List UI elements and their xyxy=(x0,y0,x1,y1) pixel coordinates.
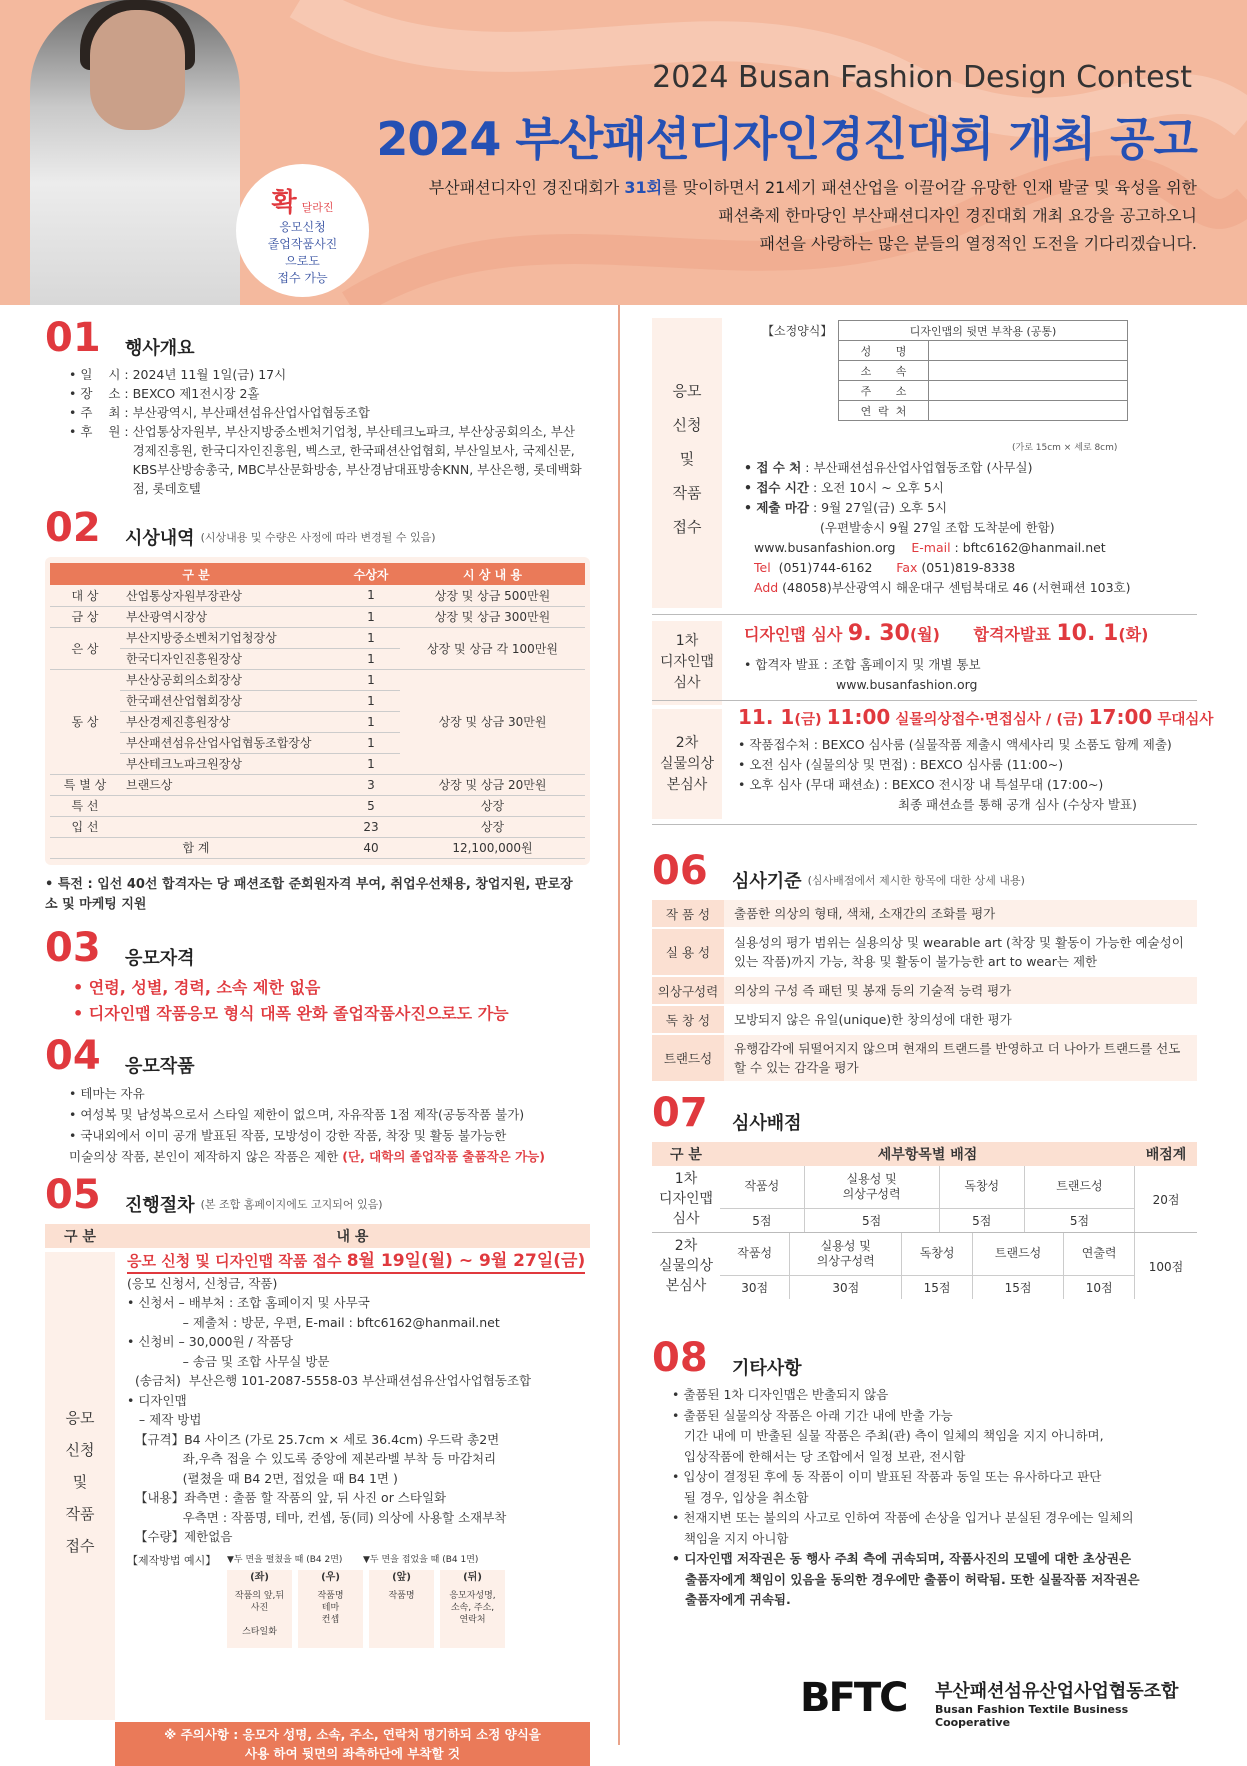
criteria-row xyxy=(652,976,1197,1005)
score-value: 15점 xyxy=(902,1275,973,1299)
misc-line: • 입상이 결정된 후에 동 작품이 이미 발표된 작품과 동일 또는 유사하다고 판단 xyxy=(672,1469,1102,1484)
header-banner xyxy=(0,0,1247,305)
procedure-line: 【규격】B4 사이즈 (가로 25.7cm × 세로 36.4cm) 우드락 총2면 xyxy=(127,1431,500,1447)
form-field-value xyxy=(929,401,1128,421)
misc-line: 될 경우, 입상을 취소함 xyxy=(672,1489,809,1505)
prize-name: 부산테크노파크원장상 xyxy=(120,753,342,774)
form-field-label: 성 명 xyxy=(839,341,929,361)
address-value: (48058)부산광역시 해운대구 센텀북대로 46 (서현패션 103호) xyxy=(778,580,1131,595)
score-item: 독창성 xyxy=(939,1166,1024,1208)
postal-note: (우편발송시 9월 27일 조합 도착분에 한함) xyxy=(820,520,1055,535)
overview-key: • 장 소 : xyxy=(69,386,133,401)
reception-value: : 부산패션섬유산업사업협동조합 (사무실) xyxy=(801,460,1033,475)
address-label: Add xyxy=(754,580,779,595)
section-round1: 1차 디자인맵 심사 디자인맵 심사 9. 30(월) 합격자발표 10. 1(화) • 합격자 발표 : 조합 홈페이지 및 개별 통보 www.busanfashion.org xyxy=(652,614,1197,709)
criteria-row xyxy=(652,900,1197,928)
overview-key: • 주 최 : xyxy=(69,405,133,420)
model-photo xyxy=(30,0,240,305)
procedure-line: (펼쳤을 때 B4 2면, 접었을 때 B4 1면 ) xyxy=(127,1470,398,1486)
procedure-line: 【수량】제한없음 xyxy=(127,1529,233,1544)
prize-grade: 특 선 xyxy=(50,795,120,816)
score-value: 5점 xyxy=(1024,1208,1134,1232)
tel-value: (051)744-6162 xyxy=(770,560,873,575)
column-divider xyxy=(618,305,620,1745)
form-field-label: 소 속 xyxy=(839,361,929,381)
website: www.busanfashion.org xyxy=(754,540,896,555)
criteria-row xyxy=(652,928,1197,976)
prize-row xyxy=(50,837,585,858)
footer-logo: BFTC 부산패션섬유산업사업협동조합 Busan Fashion Textile Business Cooperative xyxy=(800,1675,1179,1729)
prize-detail: 12,100,000원 xyxy=(400,837,585,858)
procedure-line: • 신청서 – 배부처 : 조합 홈페이지 및 사무국 xyxy=(127,1295,370,1310)
prize-detail: 상장 및 상금 500만원 xyxy=(400,585,585,606)
special-benefit: • 특전 : 입선 40선 합격자는 당 패션조합 준회원자격 부여, 취업우선채용, 창업지원, 판로장소 및 마케팅 지원 xyxy=(45,876,573,912)
korean-title: 2024 부산패션디자인경진대회 개최 공고 xyxy=(376,112,1197,166)
prize-total-label: 합 계 xyxy=(50,837,342,858)
email-label: E-mail xyxy=(911,540,951,555)
section-overview: 01 행사개요 • 일 시 : 2024년 11월 1일(금) 17시 • 장 소 : BEXCO 제1전시장 2홀 • 주 최 : 부산광역시, 부산패션섬유산업사업협동조합 • 후 원 : 산업통상자원부, 부산지방중소벤처기업청, 부산테크노파크, 부산상공회의소, 부산경제진흥원, 한국디자인진흥원, 벡스코, 한국패션산업협회, 부산일보사, 국제신문, KBS부산방송총국, MBC부산문화방송, 부산경남대표방송KNN, 부산은행, 롯데백화점, 롯데호텔 xyxy=(45,315,585,498)
phone-line xyxy=(744,558,1194,578)
prize-count: 1 xyxy=(342,606,400,627)
section-procedure: 05 진행절차 (본 조합 홈페이지에도 고지되어 있음) 구 분 내 용 응모 신청 및 작품 접수 응모 신청 및 디자인맵 작품 접수 8월 19일(월) ~ 9월 27일(금) (응모 신청서, 신청금, 작품) • 신청서 – 배부처 : 조합 홈페이지 및 사무국 – 제출처 : 방문, 우편, E-mail : bftc6162@hanmail.net • 신청비 – 30,000원 / 작품당 – 송금 및 조합 사무실 방문 (송금처) 부산은행 101-2087-5558-03 부산패션섬유산업사업협동조합 • 디자인맵 – 제작 방법 【규격】B4 사이즈 (가로 25.7cm × 세로 36.4cm) 우드락 총2면 좌,우측 접을 수 있도록 중앙에 제본라벨 부착 등 마감처리 (펼쳤을 때 B4 2면, 접었을 때 B4 1면 ) 【내용】좌측면 : 출품 할 작품의 앞, 뒤 사진 or 스타일화 우측면 : 작품명, 테마, 컨셉, 동(同) 의상에 사용할 소재부착 【수량】제한없음 【제작방법 예시】 ▼두 면을 펼쳤을 때 (B4 2면) ▼두 면을 접었을 때 (B4 1면) (좌) 작품의 앞,뒤 사진 스타일화 (우) 작품명 테마 컨셉 (앞) 작품명 (뒤) 응모자성명, 소속, 주소, 연락처 ※ 주의사항 : 응모자 성명, 소속, 주소, 연락처 명기하되 소정 양식을 사용 하여 뒷면의 좌측하단에 부착할 것 xyxy=(45,1172,590,1766)
overview-value: 2024년 11월 1일(금) 17시 xyxy=(132,367,287,382)
procedure-line: 【내용】좌측면 : 출품 할 작품의 앞, 뒤 사진 or 스타일화 xyxy=(127,1490,447,1505)
section-misc: 08 기타사항 • 출품된 1차 디자인맵은 반출되지 않음 • 출품된 실물의상 작품은 아래 기간 내에 반출 가능 기간 내에 미 반출된 실물 작품은 주최(관) 측이 일체의 책임을 지지 아니하며, 입상작품에 한해서는 당 조합에서 일정 보관, 전시함 • 입상이 결정된 후에 동 작품이 이미 발표된 작품과 동일 또는 유사하다고 판단 될 경우, 입상을 취소함 • 천재지변 또는 불의의 사고로 인하여 작품에 손상을 입거나 분실된 경우에는 일체의 책임을 지지 아니함 • 디자인맵 저작권은 동 행사 주최 측에 귀속되며, 작품사진의 모델에 대한 초상권은 출품자에게 책임이 있음을 동의한 경우에만 출품이 허락됨. 또한 실물작품 저작권은 출품자에게 귀속됨. xyxy=(652,1335,1197,1611)
score-item: 트랜드성 xyxy=(972,1233,1063,1275)
score-round-label: 본심사 xyxy=(665,1278,707,1294)
overview-key: • 일 시 : xyxy=(69,367,133,382)
intro-text: 부산패션디자인 경진대회가 31회를 맞이하면서 21세기 패션산업을 이끌어갈 유망한 인재 발굴 및 육성을 위한 패션축제 한마당인 부산패션디자인 경진대회 개최 요강을 공고하오니 패션을 사랑하는 많은 분들의 열정적인 도전을 기다리겠습니다. xyxy=(428,178,1197,253)
criteria-key: 트랜드성 xyxy=(652,1034,724,1082)
prize-name: 부산광역시장상 xyxy=(120,606,342,627)
prize-detail: 상장 및 상금 20만원 xyxy=(400,774,585,795)
score-round-label: 심사 xyxy=(672,1211,700,1227)
misc-line-bold: • 디자인맵 저작권은 동 행사 주최 측에 귀속되며, 작품사진의 모델에 대한 초상권은 xyxy=(672,1551,1132,1566)
overview-item xyxy=(69,403,585,422)
overview-item xyxy=(69,422,585,498)
criteria-key: 독 창 성 xyxy=(652,1005,724,1034)
prize-name xyxy=(120,816,342,837)
criteria-key: 의상구성력 xyxy=(652,976,724,1005)
reception-label: 접수 xyxy=(672,518,702,536)
score-round-label: 실물의상 xyxy=(658,1258,714,1274)
criteria-desc: 의상의 구성 즉 패턴 및 봉재 등의 기술적 능력 평가 xyxy=(724,976,1197,1005)
round2-label: 실물의상 xyxy=(659,756,715,772)
prize-count: 1 xyxy=(342,732,400,753)
bftc-logo: BFTC xyxy=(800,1675,907,1721)
sp xyxy=(895,540,911,555)
example-card xyxy=(369,1570,434,1648)
procedure-line: – 제출처 : 방문, 우편, E-mail : bftc6162@hanmail.net xyxy=(127,1314,500,1330)
prize-detail: 상장 및 상금 각 100만원 xyxy=(400,627,585,669)
prize-count: 1 xyxy=(342,585,400,606)
score-value: 10점 xyxy=(1064,1275,1135,1299)
prize-detail: 상장 xyxy=(400,795,585,816)
fax-label: Fax xyxy=(896,560,918,575)
reception-label: 작품 xyxy=(672,484,702,502)
example-card-head: (뒤) xyxy=(463,1572,482,1583)
criteria-desc: 유행감각에 뒤떨어지지 않으며 현재의 트랜드를 반영하고 더 나아가 트랜드를 선도할 수 있는 감각을 평가 xyxy=(724,1034,1197,1082)
address-line xyxy=(744,578,1194,598)
overview-value: 부산광역시, 부산패션섬유산업사업협동조합 xyxy=(132,405,370,420)
form-field-value xyxy=(929,361,1128,381)
section-round2: 2차 실물의상 본심사 11. 1(금) 11:00 실물의상접수·면접심사 / (금) 17:00 무대심사 • 작품접수처 : BEXCO 심사룸 (실물작품 제출시 액세사리 및 소품도 함께 제출) • 오전 심사 (실물의상 및 면접) : BEXCO 심사룸 (11:00~) • 오후 심사 (무대 패션쇼) : BEXCO 전시장 내 특설무대 (17:00~) 최종 패션쇼를 통해 공개 심사 (수상자 발표) xyxy=(652,700,1197,825)
prize-count: 1 xyxy=(342,669,400,690)
prize-grade: 특 별 상 xyxy=(50,774,120,795)
reception-key: • 접수 시간 xyxy=(744,480,809,495)
overview-value: 산업통상자원부, 부산지방중소벤처기업청, 부산테크노파크, 부산상공회의소, 부산경제진흥원, 한국디자인진흥원, 벡스코, 한국패션산업협회, 부산일보사, 국제신문, KBS부산방송총국, MBC부산문화방송, 부산경남대표방송KNN, 부산은행, 롯데백화점, 롯데호텔 xyxy=(132,424,582,496)
procedure-label: 및 xyxy=(72,1473,88,1491)
score-value: 15점 xyxy=(972,1275,1063,1299)
reception-line xyxy=(744,458,1194,478)
example-card-body: 응모자성명, 소속, 주소, 연락처 xyxy=(449,1591,496,1625)
example-card-head: (앞) xyxy=(392,1572,411,1583)
example-card-body: 작품명 xyxy=(388,1591,415,1601)
reception-value: : 9월 27일(금) 오후 5시 xyxy=(809,500,948,515)
prize-detail: 상장 및 상금 300만원 xyxy=(400,606,585,627)
score-value: 5점 xyxy=(804,1208,939,1232)
round2-label: 2차 xyxy=(675,735,699,751)
score-value: 30점 xyxy=(720,1275,790,1299)
criteria-key: 실 용 성 xyxy=(652,928,724,976)
score-value: 5점 xyxy=(939,1208,1024,1232)
form-table: 디자인맵의 뒷면 부착용 (공통) 성 명 소 속 주 소 연 락 처 xyxy=(838,320,1128,421)
prize-name: 부산패션섬유산업사업협동조합장상 xyxy=(120,732,342,753)
example-card-body: 작품명 테마 컨셉 xyxy=(317,1591,344,1625)
criteria-row xyxy=(652,1034,1197,1082)
prize-name: 부산지방중소벤처기업청장상 xyxy=(120,627,342,648)
prize-count: 1 xyxy=(342,753,400,774)
round1-label: 1차 xyxy=(675,633,699,649)
misc-line-bold: 출품자에게 책임이 있음을 동의한 경우에만 출품이 허락됨. 또한 실물작품 저작권은 xyxy=(672,1571,1140,1587)
prize-name: 산업통상자원부장관상 xyxy=(120,585,342,606)
score-round-label: 디자인맵 xyxy=(658,1191,714,1207)
score-round-label: 1차 xyxy=(674,1171,698,1187)
reception-value: : 오전 10시 ~ 오후 5시 xyxy=(809,480,944,495)
prize-count: 3 xyxy=(342,774,400,795)
procedure-line: 좌,우측 접을 수 있도록 중앙에 제본라벨 부착 등 마감처리 xyxy=(127,1451,497,1466)
overview-list xyxy=(45,365,585,498)
prize-count: 1 xyxy=(342,627,400,648)
overview-key: • 후 원 : xyxy=(69,424,133,439)
prize-row xyxy=(50,627,585,648)
round1-label: 디자인맵 xyxy=(659,654,715,670)
score-table: 구 분 세부항목별 배점 배점계 1차 디자인맵 심사 작품성 실용성 및 의상구성력 독창성 트랜드성 5점 5점 5점 5점 20점 2차 실물의상 본심사 작품성 실용성 및 의상구성력 독창성 트랜드성 연출력 30점 30점 15점 15점 10점 100점 xyxy=(652,1142,1197,1299)
overview-item xyxy=(69,384,585,403)
reception-key: • 제출 마감 xyxy=(744,500,809,515)
prize-name: 브랜드상 xyxy=(120,774,342,795)
round2-label: 본심사 xyxy=(666,777,708,793)
example-card-head: (우) xyxy=(321,1572,340,1583)
email-value: : bftc6162@hanmail.net xyxy=(950,540,1106,555)
overview-item xyxy=(69,365,585,384)
score-item: 독창성 xyxy=(902,1233,973,1275)
procedure-label: 신청 xyxy=(65,1441,95,1459)
example-card xyxy=(227,1570,292,1648)
prize-grade: 은 상 xyxy=(50,627,120,669)
section-form: 응모 신청 및 작품 접수 【소정양식】 디자인맵의 뒷면 부착용 (공통) 성 명 소 속 주 소 연 락 처 (가로 15cm × 세로 8cm) • 접 수 처 : 부산패션섬유산업사업협동조합 (사무실) • 접수 시간 : 오전 10시 ~ 오후 5시 • 제출 마감 : 9월 27일(금) 오후 5시 (우편발송시 9월 27일 조합 도착분에 한함) www.busanfashion.org E-mail : bftc6162@hanmail.net Tel (051)744-6162 Fax (051)819-8338 Add (48058)부산광역시 해운대구 센텀북대로 46 (서현패션 103호) xyxy=(652,318,1197,613)
misc-line: 입상작품에 한해서는 당 조합에서 일정 보관, 전시함 xyxy=(672,1448,966,1464)
reception-label: 신청 xyxy=(672,416,702,434)
prize-name: 한국디자인진흥원장상 xyxy=(120,648,342,669)
prize-count: 1 xyxy=(342,690,400,711)
prize-row xyxy=(50,669,585,690)
misc-line: 기간 내에 미 반출된 실물 작품은 주최(관) 측이 일체의 책임을 지지 아니하며, xyxy=(672,1428,1104,1443)
example-card-body: 작품의 앞,뒤 사진 스타일화 xyxy=(234,1591,285,1637)
score-item: 작품성 xyxy=(720,1166,804,1208)
procedure-line: (송금처) 부산은행 101-2087-5558-03 부산패션섬유산업사업협동조합 xyxy=(127,1373,532,1388)
procedure-label: 접수 xyxy=(65,1537,95,1555)
score-item: 실용성 및 의상구성력 xyxy=(804,1166,939,1208)
prize-count: 23 xyxy=(342,816,400,837)
criteria-key: 작 품 성 xyxy=(652,900,724,928)
misc-line: • 천재지변 또는 불의의 사고로 인하여 작품에 손상을 입거나 분실된 경우에는 일체의 xyxy=(672,1510,1134,1525)
prize-detail: 상장 및 상금 30만원 xyxy=(400,669,585,774)
sp xyxy=(872,560,896,575)
prize-grade: 금 상 xyxy=(50,606,120,627)
round1-label: 심사 xyxy=(673,675,701,691)
prize-name xyxy=(120,795,342,816)
form-field-label: 연 락 처 xyxy=(839,401,929,421)
tel-label: Tel xyxy=(754,560,771,575)
prize-detail: 상장 xyxy=(400,816,585,837)
fax-value: (051)819-8338 xyxy=(917,560,1016,575)
section-eligibility: 03 응모자격 • 연령, 성별, 경력, 소속 제한 없음 • 디자인맵 작품응모 형식 대폭 완화 졸업작품사진으로도 가능 xyxy=(45,925,509,1023)
procedure-line: 우측면 : 작품명, 테마, 컨셉, 동(同) 의상에 사용할 소재부착 xyxy=(127,1509,507,1525)
prize-name: 한국패션산업협회장상 xyxy=(120,690,342,711)
example-card-head: (좌) xyxy=(250,1572,269,1583)
section-scores: 07 심사배점 구 분 세부항목별 배점 배점계 1차 디자인맵 심사 작품성 실용성 및 의상구성력 독창성 트랜드성 5점 5점 5점 5점 20점 2차 실물의상 본심사 작품성 실용성 및 의상구성력 독창성 트랜드성 연출력 30점 30점 15점 15점 10점 100점 xyxy=(652,1090,1197,1299)
score-round-label: 2차 xyxy=(674,1238,698,1254)
procedure-line: – 송금 및 조합 사무실 방문 xyxy=(127,1353,330,1369)
section-criteria: 06 심사기준 (심사배점에서 제시한 항목에 대한 상세 내용) 작 품 성 출품한 의상의 형태, 색채, 소재간의 조화를 평가 실 용 성 실용성의 평가 범위는 실용의상 및 wearable art (착장 및 활동이 가능한 예술성이 있는 작품)까지 가능, 착용 및 활동이 불가능한 art to wear는 제한 의상구성력 의상의 구성 즉 패턴 및 봉재 등의 기술적 능력 평가 독 창 성 모방되지 않은 유일(unique)한 창의성에 대한 평가 트랜드성 유행감각에 뒤떨어지지 않으며 현재의 트랜드를 반영하고 더 나아가 트랜드를 선도할 수 있는 감각을 평가 xyxy=(652,848,1197,1083)
misc-line-bold: 출품자에게 귀속됨. xyxy=(672,1592,791,1607)
prize-name: 부산상공회의소회장상 xyxy=(120,669,342,690)
criteria-desc: 모방되지 않은 유일(unique)한 창의성에 대한 평가 xyxy=(724,1005,1197,1034)
misc-line: • 출품된 1차 디자인맵은 반출되지 않음 xyxy=(672,1387,889,1402)
score-item: 작품성 xyxy=(720,1233,790,1275)
changed-badge: 확 달라진 응모신청 졸업작품사진 으로도 접수 가능 xyxy=(240,168,365,293)
procedure-line: (응모 신청서, 신청금, 작품) xyxy=(127,1275,278,1291)
prize-row xyxy=(50,816,585,837)
misc-line: 책임을 지지 아니함 xyxy=(672,1530,789,1546)
misc-line: • 출품된 실물의상 작품은 아래 기간 내에 반출 가능 xyxy=(672,1407,953,1423)
score-value: 5점 xyxy=(720,1208,804,1232)
score-item: 연출력 xyxy=(1064,1233,1135,1275)
prize-row xyxy=(50,774,585,795)
prize-count: 40 xyxy=(342,837,400,858)
prize-grade: 입 선 xyxy=(50,816,120,837)
score-value: 30점 xyxy=(790,1275,902,1299)
procedure-line: • 디자인맵 xyxy=(127,1392,187,1408)
reception-label: 응모 xyxy=(672,382,702,400)
prize-row xyxy=(50,606,585,627)
criteria-row xyxy=(652,1005,1197,1034)
reception-line xyxy=(744,478,1194,498)
form-field-value xyxy=(929,341,1128,361)
procedure-label: 작품 xyxy=(65,1505,95,1523)
procedure-line: • 신청비 – 30,000원 / 작품당 xyxy=(127,1334,293,1349)
prize-grade: 대 상 xyxy=(50,585,120,606)
warning-box: ※ 주의사항 : 응모자 성명, 소속, 주소, 연락처 명기하되 소정 양식을 사용 하여 뒷면의 좌측하단에 부착할 것 xyxy=(115,1722,590,1766)
procedure-line: – 제작 방법 xyxy=(127,1412,202,1427)
overview-value: BEXCO 제1전시장 2홀 xyxy=(132,386,260,401)
prize-count: 5 xyxy=(342,795,400,816)
prize-row xyxy=(50,585,585,606)
form-field-value xyxy=(929,381,1128,401)
criteria-desc: 출품한 의상의 형태, 색채, 소재간의 조화를 평가 xyxy=(724,900,1197,928)
criteria-desc: 실용성의 평가 범위는 실용의상 및 wearable art (착장 및 활동이 가능한 예술성이 있는 작품)까지 가능, 착용 및 활동이 불가능한 art to wear는 제한 xyxy=(724,928,1197,976)
score-item: 트랜드성 xyxy=(1024,1166,1134,1208)
form-field-label: 주 소 xyxy=(839,381,929,401)
prize-count: 1 xyxy=(342,711,400,732)
reception-label: 및 xyxy=(679,450,695,468)
prize-row xyxy=(50,795,585,816)
prize-table: 구 분 수상자 시 상 내 용 대 상 산업통상자원부장관상 1 상장 및 상금 500만원 금 상 부산광역시장상 1 상장 및 상금 300만원 은 상 부산지방중소벤처기업청장상 1 상장 및 상금 각 100만원 한국디자인진흥원장상 1 동 상 부산상공회의소회장상 1 상장 및 상금 30만원 한국패션산업협회장상 1 부산경제진흥원장상 1 부산패션섬유산업사업협동조합장상 1 부산테크노파크원장상 1 특 별 상 브랜드상 3 상장 및 상금 20만원 특 선 5 상장 입 선 23 상장 합 계 40 12,100,000원 xyxy=(50,563,585,859)
prize-count: 1 xyxy=(342,648,400,669)
section-prizes: 02 시상내역 (시상내용 및 수량은 사정에 따라 변경될 수 있음) 구 분 수상자 시 상 내 용 대 상 산업통상자원부장관상 1 상장 및 상금 500만원 금 상 부산광역시장상 1 상장 및 상금 300만원 은 상 부산지방중소벤처기업청장상 1 상장 및 상금 각 100만원 한국디자인진흥원장상 1 동 상 부산상공회의소회장상 1 상장 및 상금 30만원 한국패션산업협회장상 1 부산경제진흥원장상 1 부산패션섬유산업사업협동조합장상 1 부산테크노파크원장상 1 특 별 상 브랜드상 3 상장 및 상금 20만원 특 선 5 상장 입 선 23 상장 합 계 40 12,100,000원 • 특전 : 입선 40선 합격자는 당 패션조합 준회원자격 부여, 취업우선채용, 창업지원, 판로장소 및 마케팅 지원 xyxy=(45,505,590,915)
example-card xyxy=(298,1570,363,1648)
example-card xyxy=(440,1570,505,1648)
criteria-table xyxy=(652,900,1197,1083)
contact-line xyxy=(744,538,1194,558)
reception-key: • 접 수 처 xyxy=(744,460,802,475)
english-title: 2024 Busan Fashion Design Contest xyxy=(652,60,1192,95)
prize-name: 부산경제진흥원장상 xyxy=(120,711,342,732)
prize-grade: 동 상 xyxy=(50,669,120,774)
section-works: 04 응모작품 • 테마는 자유 • 여성복 및 남성복으로서 스타일 제한이 없으며, 자유작품 1점 제작(공동작품 불가) • 국내외에서 이미 공개 발표된 작품, 모방성이 강한 작품, 착장 및 활동 불가능한 미술의상 작품, 본인이 제작하지 않은 작품은 제한 (단, 대학의 졸업작품 출품작은 가능) xyxy=(45,1033,545,1164)
reception-line xyxy=(744,498,1194,518)
procedure-label: 응모 xyxy=(65,1409,95,1427)
score-item: 실용성 및 의상구성력 xyxy=(790,1233,902,1275)
